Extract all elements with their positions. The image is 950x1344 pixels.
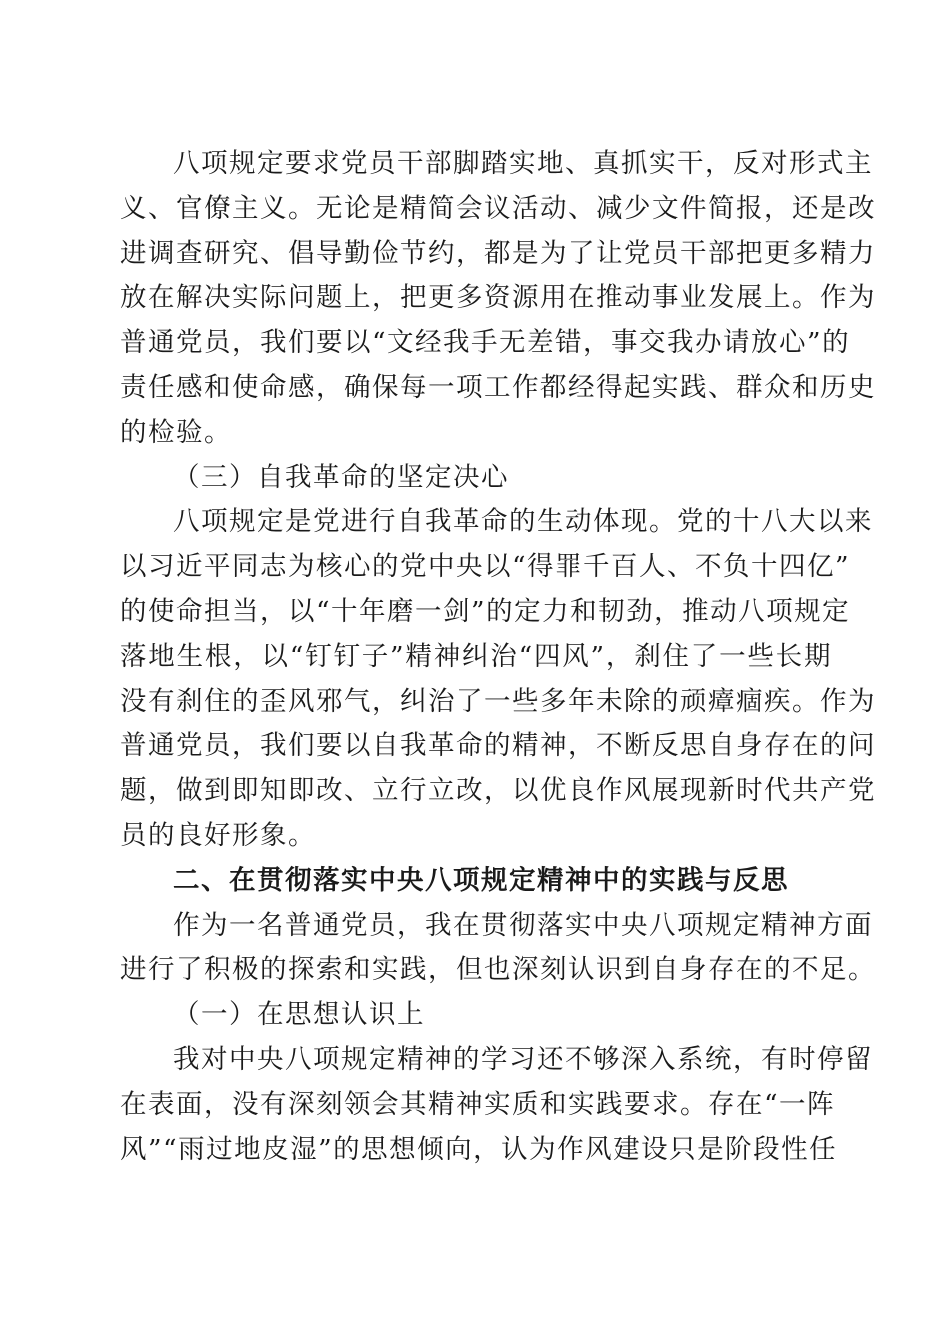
- section-heading-2: 二、在贯彻落实中央八项规定精神中的实践与反思: [173, 864, 789, 896]
- paragraph-line: 员的良好形象。: [120, 819, 316, 851]
- document-body: [120, 142, 876, 1172]
- paragraph-line: 风”“雨过地皮湿”的思想倾向，认为作风建设只是阶段性任: [120, 1133, 838, 1165]
- paragraph-line: 的检验。: [120, 416, 232, 448]
- paragraph-line: 进调查研究、倡导勤俭节约，都是为了让党员干部把更多精力: [120, 237, 876, 269]
- paragraph-line: 进行了积极的探索和实践，但也深刻认识到自身存在的不足。: [120, 954, 876, 986]
- paragraph-line: 作为一名普通党员，我在贯彻落实中央八项规定精神方面: [173, 909, 873, 941]
- paragraph-line: 落地生根，以“钉钉子”精神纠治“四风”，刹住了一些长期: [120, 640, 832, 672]
- paragraph-line: 责任感和使命感，确保每一项工作都经得起实践、群众和历史: [120, 371, 876, 403]
- paragraph-line: 普通党员，我们要以“文经我手无差错，事交我办请放心”的: [120, 327, 851, 359]
- paragraph-line: 八项规定要求党员干部脚踏实地、真抓实干，反对形式主: [173, 148, 873, 179]
- paragraph-line: 放在解决实际问题上，把更多资源用在推动事业发展上。作为: [120, 282, 876, 314]
- paragraph-line: 没有刹住的歪风邪气，纠治了一些多年未除的顽瘴痼疾。作为: [120, 685, 876, 717]
- paragraph-line: 八项规定是党进行自我革命的生动体现。党的十八大以来: [173, 506, 873, 538]
- paragraph-line: 的使命担当，以“十年磨一剑”的定力和韧劲，推动八项规定: [120, 595, 851, 627]
- paragraph-line: 题，做到即知即改、立行立改，以优良作风展现新时代共产党: [120, 775, 876, 807]
- paragraph-line: 以习近平同志为核心的党中央以“得罪千百人、不负十四亿”: [120, 551, 851, 583]
- paragraph-line: 义、官僚主义。无论是精简会议活动、减少文件简报，还是改: [120, 192, 876, 224]
- paragraph-line: 普通党员，我们要以自我革命的精神，不断反思自身存在的问: [120, 730, 876, 762]
- paragraph-line: 在表面，没有深刻领会其精神实质和实践要求。存在“一阵: [120, 1088, 836, 1120]
- paragraph-line: 我对中央八项规定精神的学习还不够深入系统，有时停留: [173, 1043, 873, 1075]
- section-heading-3: （三）自我革命的坚定决心: [173, 461, 509, 493]
- subsection-heading: （一）在思想认识上: [173, 999, 425, 1031]
